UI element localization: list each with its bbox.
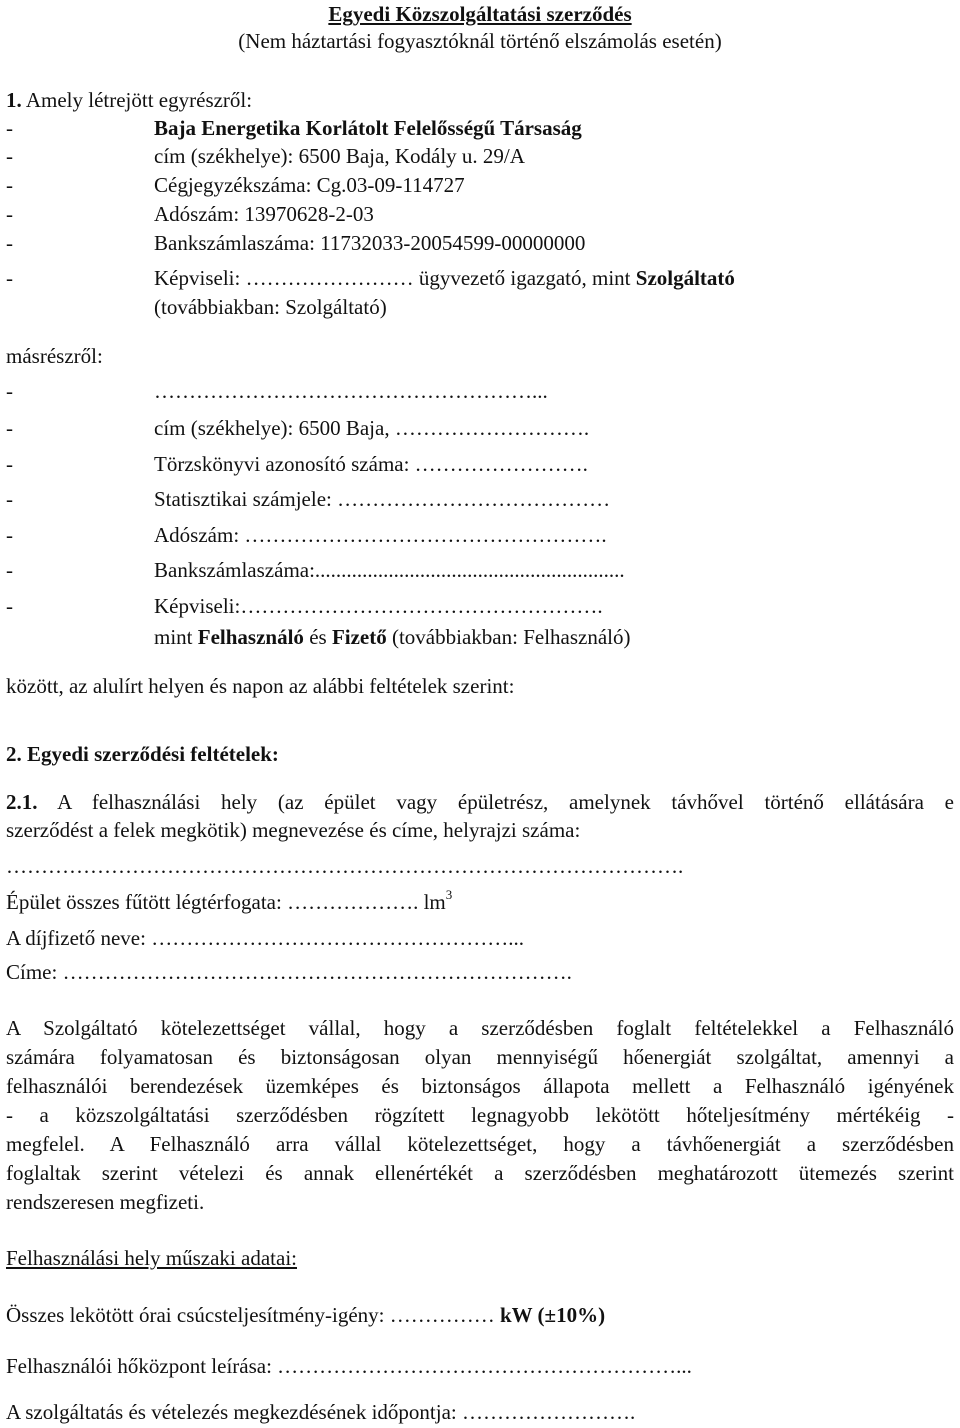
location-blank: ……………………………………………………………………………………. [6,854,684,878]
building-volume-sup: 3 [445,887,453,902]
other-side-label: másrészről: [6,344,103,368]
p21-line-2: szerződést a felek megkötik) megnevezése és címe, helyrajzi száma: [6,818,581,842]
section1-number: 1. [6,88,22,112]
user-address: cím (székhelye): 6500 Baja, ………………………. [154,416,590,440]
provider-tax-dash: - [6,202,13,226]
obligation-line-1: A Szolgáltató kötelezettséget vállal, hogy a szerződésben foglalt feltételekkel a Felhasználó [6,1016,954,1040]
obligation-line-6: foglaltak szerint vételezi és annak ellenértékét a szerződésben meghatározott ütemezés szerint [6,1161,954,1185]
p21-line-1 [6,788,954,816]
user-name-blank: ………………………………………………... [154,379,548,403]
section1-heading-text: Amely létrejött egyrészről: [25,88,253,112]
provider-address: cím (székhelye): 6500 Baja, Kodály u. 29/A [154,144,525,168]
user-role-bold-1: Felhasználó [197,625,304,649]
section1-heading [6,86,252,114]
user-tax-number: Adószám: ……………………………………………. [154,523,607,547]
peak-demand [6,1301,605,1329]
section2-heading: 2. Egyedi szerződési feltételek: [6,742,279,766]
user-stat-dash: - [6,487,13,511]
peak-demand-unit: kW (±10%) [500,1303,606,1327]
payer-address: Címe: ………………………………………………………………. [6,960,572,984]
user-bank-account: Bankszámlaszáma:........................................................... [154,558,625,582]
user-representative: Képviseli:……………………………………………. [154,594,603,618]
provider-registry: Cégjegyzékszáma: Cg.03-09-114727 [154,173,465,197]
provider-name-dash: - [6,116,13,140]
document-title: Egyedi Közszolgáltatási szerződés [328,2,632,26]
provider-registry-dash: - [6,173,13,197]
p21-text-1: A felhasználási hely (az épület vagy épületrész, amelynek távhővel történő ellátására e [57,790,955,814]
user-bank-dash: - [6,558,13,582]
building-volume [6,888,452,916]
provider-rep-dash: - [6,266,13,290]
user-address-dash: - [6,416,13,440]
provider-address-dash: - [6,144,13,168]
user-registry: Törzskönyvi azonosító száma: ……………………. [154,452,588,476]
obligation-line-3: felhasználói berendezések üzemképes és biztonságos állapota mellett a Felhasználó igényének [6,1074,954,1098]
provider-rep-role: ügyvezető igazgató, mint [418,266,636,290]
heat-center-description: Felhasználói hőközpont leírása: …………………………………………………... [6,1354,692,1378]
user-rep-dash: - [6,594,13,618]
provider-rep-bold: Szolgáltató [635,266,735,290]
provider-rep-blank: …………………… [245,266,419,290]
provider-name: Baja Energetika Korlátolt Felelősségű Társaság [154,116,582,140]
service-start-date: A szolgáltatás és vételezés megkezdésének időpontja: ……………………. [6,1400,636,1424]
obligation-line-2: számára folyamatosan és biztonságosan olyan mennyiségű hőenergiát szolgáltat, amennyi a [6,1045,954,1069]
obligation-line-5: megfelel. A Felhasználó arra vállal kötelezettséget, hogy a távhőenergiát a szerződésben [6,1132,954,1156]
user-name-dash: - [6,379,13,403]
user-tax-dash: - [6,523,13,547]
user-role-pre: mint [154,625,198,649]
provider-representative [154,264,735,292]
building-volume-label: Épület összes fűtött légtérfogata: ………………. lm [6,890,446,914]
provider-bank-account: Bankszámlaszáma: 11732033-20054599-00000000 [154,231,586,255]
user-role [154,623,631,651]
p21-number: 2.1. [6,790,38,814]
obligation-line-7: rendszeresen megfizeti. [6,1190,205,1214]
section1-closing: között, az alulírt helyen és napon az alábbi feltételek szerint: [6,674,515,698]
peak-demand-label: Összes lekötött órai csúcsteljesítmény-igény: …………… [6,1303,500,1327]
document-subtitle: (Nem háztartási fogyasztóknál történő elszámolás esetén) [238,29,722,53]
user-registry-dash: - [6,452,13,476]
tech-data-heading: Felhasználási hely műszaki adatai: [6,1246,297,1270]
user-role-mid: és [303,625,332,649]
provider-rep-label: Képviseli: [154,266,246,290]
payer-name: A díjfizető neve: ……………………………………………... [6,926,524,950]
provider-alias: (továbbiakban: Szolgáltató) [154,295,387,319]
user-role-post: (továbbiakban: Felhasználó) [386,625,631,649]
user-stat-number: Statisztikai számjele: ………………………………… [154,487,611,511]
provider-tax-number: Adószám: 13970628-2-03 [154,202,374,226]
provider-bank-dash: - [6,231,13,255]
obligation-line-4: - a közszolgáltatási szerződésben rögzített legnagyobb lekötött hőteljesítmény mértékéig - [6,1103,954,1127]
user-role-bold-2: Fizető [331,625,387,649]
